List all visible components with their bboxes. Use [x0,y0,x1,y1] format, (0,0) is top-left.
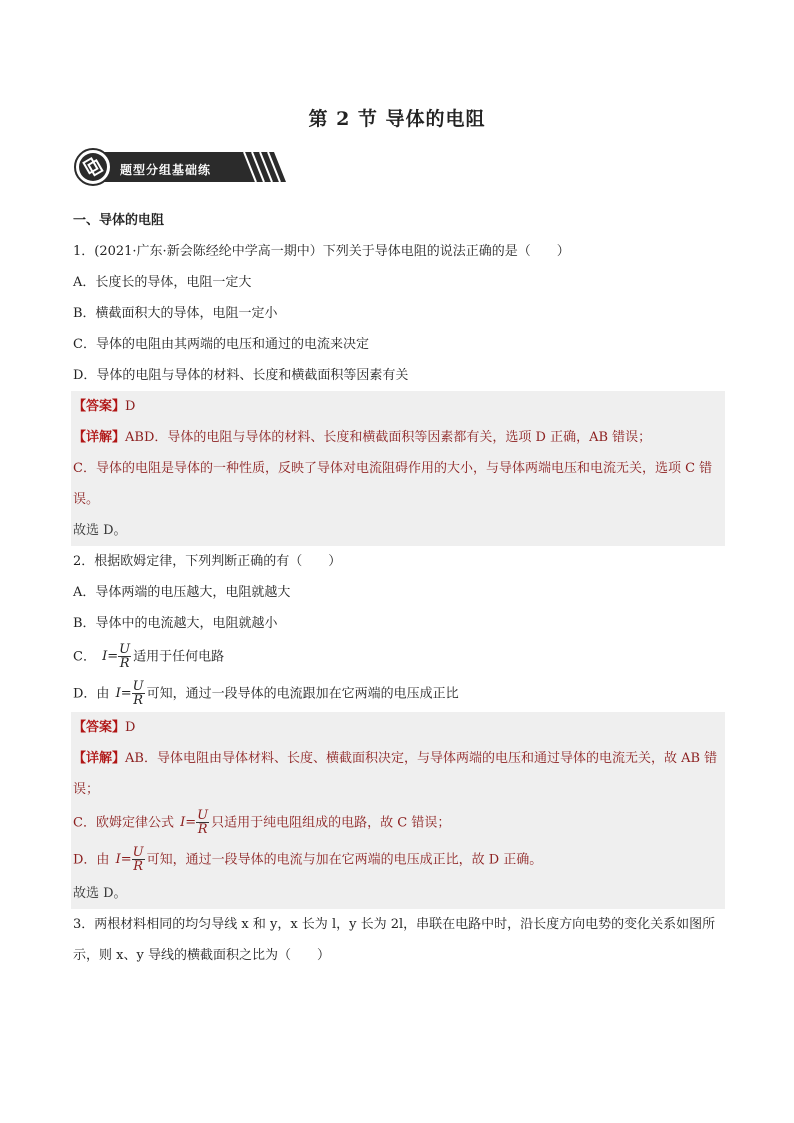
answer-value: D [125,399,136,414]
ohm-formula: I= $\frac{U}{R}$ [115,678,144,708]
answer-tag: 【答案】 [73,720,126,735]
q2-option-c: C． I= $\frac{U}{R}$ 适用于任何电路 [73,639,723,676]
q2-answer [71,712,725,743]
section-heading: 一、导体的电阻 [73,213,165,228]
q1-detail-2: C．导体的电阻是导体的一种性质，反映了导体对电流阻碍作用的大小，与导体两端电压和电流无关，选项 C 错误。 [73,461,713,507]
q1-final: 故选 D。 [73,523,127,538]
q1-option-a: A．长度长的导体，电阻一定大 [73,275,252,290]
detail-tag: 【详解】 [73,751,126,766]
content [73,205,723,971]
answer-value: D [125,720,136,735]
q1-stem: 1．(2021·广东·新会陈经纶中学高一期中）下列关于导体电阻的说法正确的是（ ） [73,244,570,259]
q2-detail-1: 【详解】AB．导体电阻由导体材料、长度、横截面积决定，与导体两端的电压和通过导体的电流无关，故 AB 错误； [73,751,718,797]
q2-stem: 2．根据欧姆定律，下列判断正确的有（ ） [73,554,342,569]
q1-answer [71,391,725,422]
q1-detail-1: 【详解】ABD．导体的电阻与导体的材料、长度和横截面积等因素都有关，选项 D 正确，AB 错误； [73,430,652,445]
q1-answer-box [71,391,725,546]
q3-stem: 3．两根材料相同的均匀导线 x 和 y，x 长为 l，y 长为 2l，串联在电路中时，沿长度方向电势的变化关系如图所示，则 x、y 导线的横截面积之比为（ ） [73,917,716,963]
ohm-formula: I= $\frac{U}{R}$ [102,642,131,671]
ohm-formula: I= $\frac{U}{R}$ [115,844,144,874]
answer-tag: 【答案】 [73,399,126,414]
ohm-formula: I= $\frac{U}{R}$ [180,808,209,837]
q2-answer-box [71,712,725,909]
q2-option-a: A．导体两端的电压越大，电阻就越大 [73,585,291,600]
banner-label: 题型分组基础练 [120,163,212,177]
q2-final: 故选 D。 [73,886,127,901]
detail-tag: 【详解】 [73,430,126,445]
q1-option-c: C．导体的电阻由其两端的电压和通过的电流来决定 [73,337,369,352]
q1-option-d: D．导体的电阻与导体的材料、长度和横截面积等因素有关 [73,368,409,383]
q1-option-b: B．横截面积大的导体，电阻一定小 [73,306,278,321]
q2-option-b: B．导体中的电流越大，电阻就越小 [73,616,278,631]
q2-detail-2: C．欧姆定律公式 I= $\frac{U}{R}$ 只适用于纯电阻组成的电路，故 C 错误； [71,805,725,842]
q2-detail-3: D．由 I= $\frac{U}{R}$ 可知，通过一段导体的电流与加在它两端的电压成正比，故 D 正确。 [71,842,725,879]
page-title: 第 2 节 导体的电阻 [308,108,486,130]
q2-option-d: D．由 I= $\frac{U}{R}$ 可知，通过一段导体的电流跟加在它两端的电压成正比 [73,676,723,713]
